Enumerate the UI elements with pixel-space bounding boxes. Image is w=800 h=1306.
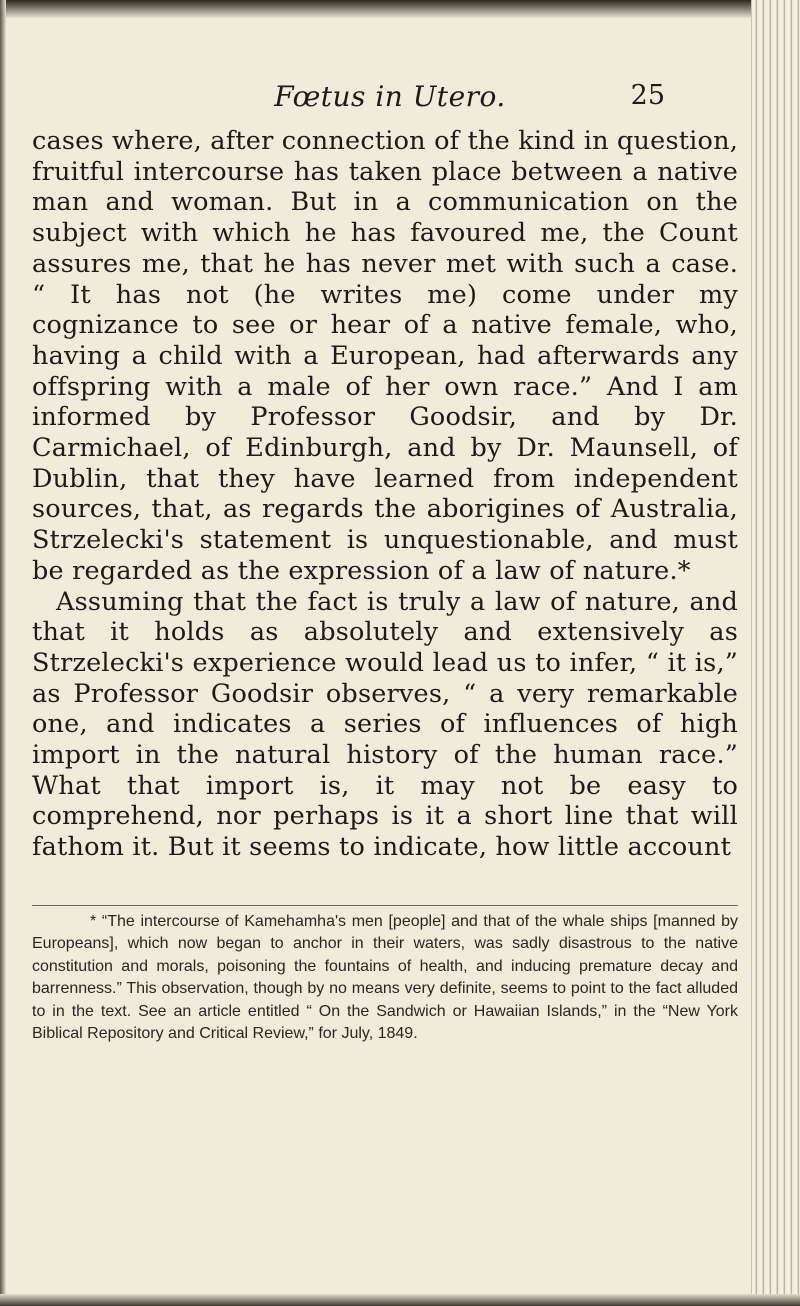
book-page-edges (751, 0, 800, 1306)
footnote (32, 911, 738, 1045)
page-left-edge (0, 0, 6, 1306)
running-head: Fœtus in Utero. (274, 80, 506, 113)
footnote-rule (32, 905, 738, 906)
page-number: 25 (630, 80, 665, 111)
page-bottom-edge (0, 1294, 800, 1306)
footnote-text: * “The intercourse of Kamehamha's men [people] and that of the whale ships [manned by Europeans], which now began to anchor in their waters, was sadly disastrous to the native constitution and morals, poisoning the fountains of health, and inducing premature decay and barrenness.” This observation, though by no means very definite, seems to point to the fact alluded to in the text. See an article entitled “ On the Sandwich or Hawaiian Islands,” in the “New York Biblical Repository and Critical Review,” for July, 1849. (32, 913, 738, 1043)
page-header (60, 80, 720, 120)
paragraph: Assuming that the fact is truly a law of nature, and that it holds as absolutely and extensively as Strzelecki's experience would lead us to infer, “ it is,” as Professor Goodsir observes, “ a very remarkable one, and indicates a series of influences of high import in the natural history of the human race.” What that import is, it may not be easy to comprehend, nor perhaps is it a short line that will fathom it. But it seems to indicate, how little account (32, 586, 738, 863)
paragraph: cases where, after connection of the kind in question, fruitful intercourse has taken place between a native man and woman. But in a communication on the subject with which he has favoured me, the Count assures me, that he has never met with such a case. “ It has not (he writes me) come under my cognizance to see or hear of a native female, who, having a child with a European, had afterwards any offspring with a male of her own race.” And I am informed by Professor Goodsir, and by Dr. Carmichael, of Edinburgh, and by Dr. Maunsell, of Dublin, that they have learned from independent sources, that, as regards the aborigines of Australia, Strzelecki's statement is unquestionable, and must be regarded as the expression of a law of nature.* (32, 126, 739, 586)
body-text (32, 126, 738, 863)
page-top-edge (0, 0, 800, 18)
